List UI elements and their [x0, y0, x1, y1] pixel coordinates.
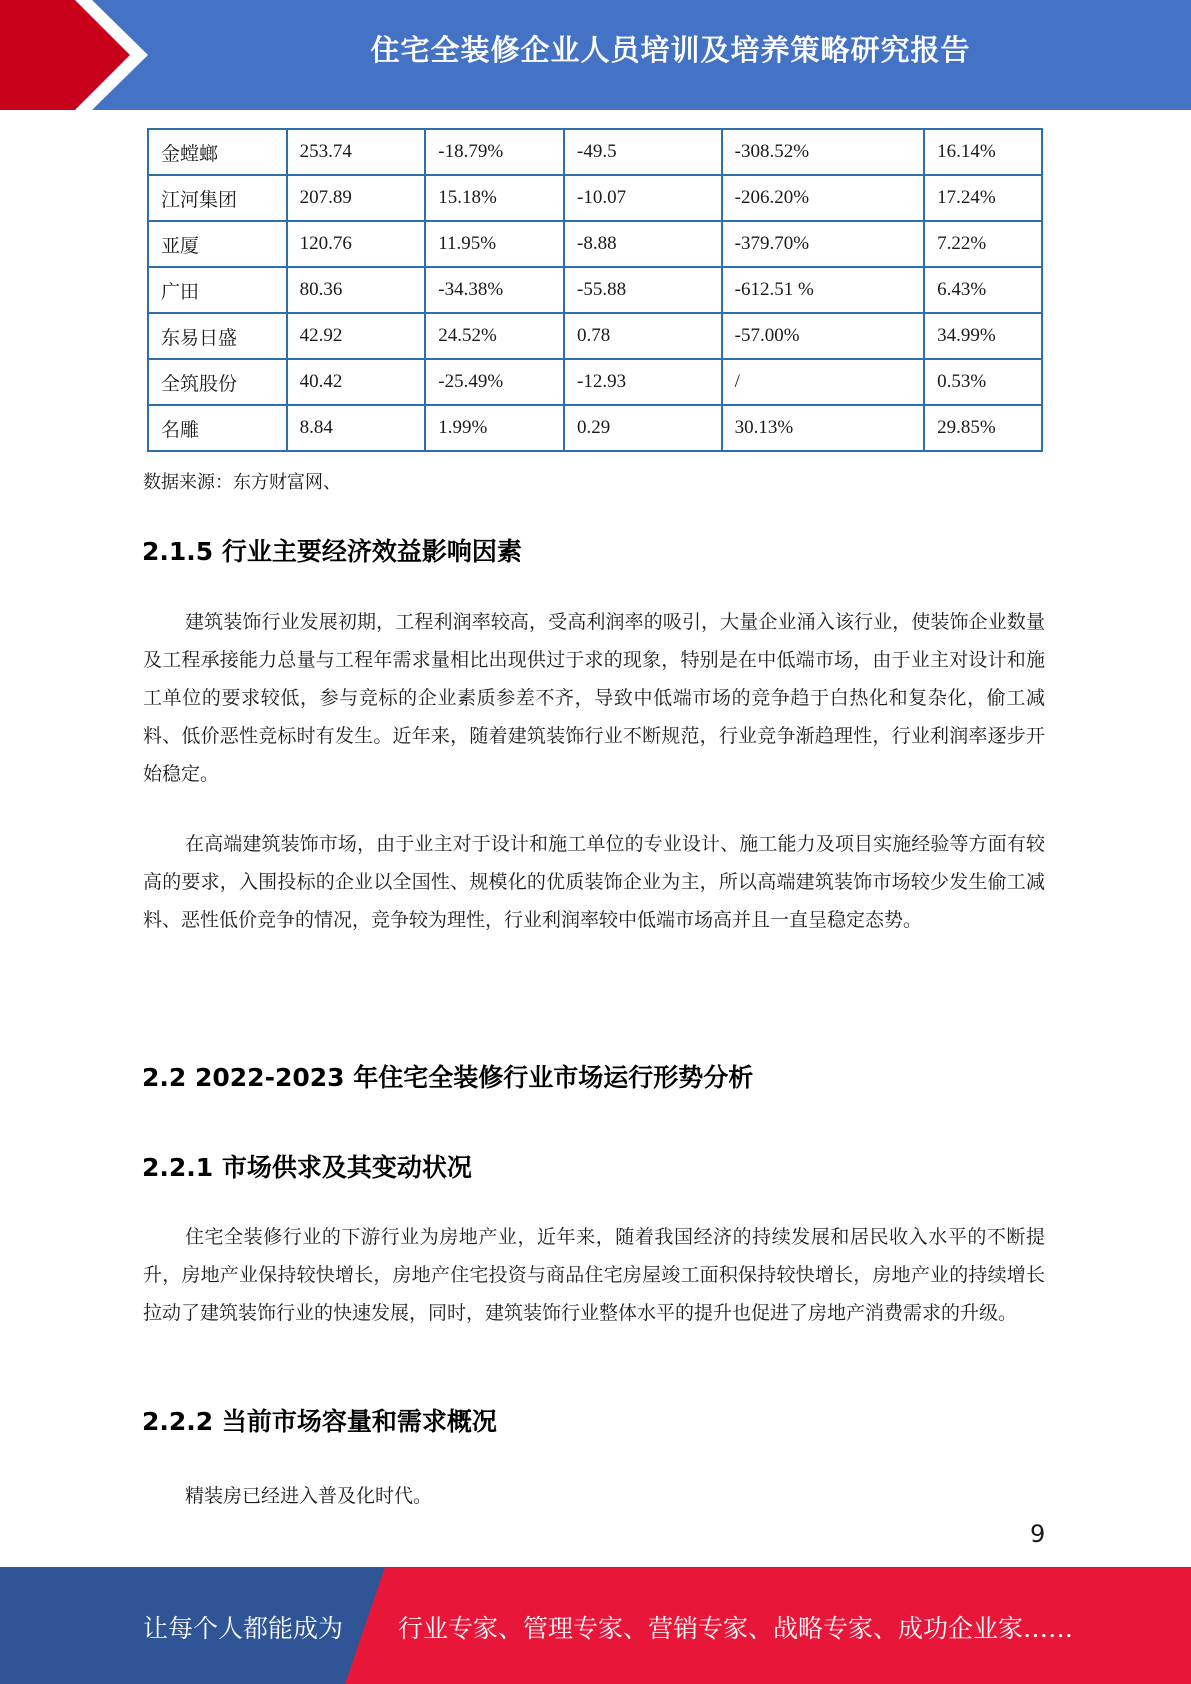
table-cell: 24.52% — [425, 313, 564, 359]
table-cell: 30.13% — [722, 405, 925, 451]
paragraph: 建筑装饰行业发展初期，工程利润率较高，受高利润率的吸引，大量企业涌入该行业，使装饰企业数量及工程承接能力总量与工程年需求量相比出现供过于求的现象，特别是在中低端市场，由于业主对设计和施工单位的要求较低，参与竞标的企业素质参差不齐，导致中低端市场的竞争趋于白热化和复杂化，偷工减料、低价恶性竞标时有发生。近年来，随着建筑装饰行业不断规范，行业竞争渐趋理性，行业利润率逐步开始稳定。 — [143, 611, 1045, 785]
table-cell: 8.84 — [287, 405, 426, 451]
table-cell: 40.42 — [287, 359, 426, 405]
table-row — [148, 405, 1042, 451]
table-cell: 1.99% — [425, 405, 564, 451]
table-cell: -12.93 — [564, 359, 722, 405]
table-row — [148, 175, 1042, 221]
table-cell: 42.92 — [287, 313, 426, 359]
table-cell: -10.07 — [564, 175, 722, 221]
table-row — [148, 267, 1042, 313]
table-cell: 29.85% — [924, 405, 1042, 451]
table-cell: -25.49% — [425, 359, 564, 405]
table-cell: 34.99% — [924, 313, 1042, 359]
section-heading-2-2-2: 2.2.2 当前市场容量和需求概况 — [142, 1407, 497, 1436]
table-cell: -206.20% — [722, 175, 925, 221]
page-footer — [0, 1567, 1191, 1684]
table-cell: -308.52% — [722, 129, 925, 175]
table-cell: 11.95% — [425, 221, 564, 267]
table-row — [148, 313, 1042, 359]
table-cell: -49.5 — [564, 129, 722, 175]
table-cell: -18.79% — [425, 129, 564, 175]
table-cell: 广田 — [148, 267, 287, 313]
table-cell: -34.38% — [425, 267, 564, 313]
footer-slogan-right: 行业专家、管理专家、营销专家、战略专家、成功企业家…… — [398, 1614, 1074, 1643]
table-cell: 253.74 — [287, 129, 426, 175]
table-cell: 亚厦 — [148, 221, 287, 267]
table-cell: 0.78 — [564, 313, 722, 359]
table-cell: -612.51 % — [722, 267, 925, 313]
table-source-note: 数据来源：东方财富网、 — [143, 472, 341, 493]
table-cell: 6.43% — [924, 267, 1042, 313]
section-heading-2-2: 2.2 2022-2023 年住宅全装修行业市场运行形势分析 — [142, 1063, 754, 1092]
table-cell: 120.76 — [287, 221, 426, 267]
table-cell: 名雕 — [148, 405, 287, 451]
table-cell: 207.89 — [287, 175, 426, 221]
table-cell: / — [722, 359, 925, 405]
table-cell: 东易日盛 — [148, 313, 287, 359]
header-arrow-decoration — [0, 0, 160, 110]
table-cell: 0.29 — [564, 405, 722, 451]
table-cell: 0.53% — [924, 359, 1042, 405]
company-financial-table — [147, 128, 1043, 452]
table-cell: 金螳螂 — [148, 129, 287, 175]
table-row — [148, 359, 1042, 405]
table-cell: -55.88 — [564, 267, 722, 313]
section-heading-2-1-5: 2.1.5 行业主要经济效益影响因素 — [142, 537, 522, 566]
table-cell: 江河集团 — [148, 175, 287, 221]
table-cell: 7.22% — [924, 221, 1042, 267]
table-cell: 17.24% — [924, 175, 1042, 221]
table-cell: -57.00% — [722, 313, 925, 359]
page-number: 9 — [1030, 1520, 1046, 1548]
section-heading-2-2-1: 2.2.1 市场供求及其变动状况 — [142, 1153, 472, 1182]
table-cell: 16.14% — [924, 129, 1042, 175]
table-row — [148, 221, 1042, 267]
table-cell: 80.36 — [287, 267, 426, 313]
page-header — [0, 0, 1191, 110]
table-cell: 15.18% — [425, 175, 564, 221]
footer-slogan-left: 让每个人都能成为 — [143, 1614, 344, 1643]
paragraph: 在高端建筑装饰市场，由于业主对于设计和施工单位的专业设计、施工能力及项目实施经验等方面有较高的要求，入围投标的企业以全国性、规模化的优质装饰企业为主，所以高端建筑装饰市场较少发生偷工减料、恶性低价竞争的情况，竞争较为理性，行业利润率较中低端市场高并且一直呈稳定态势。 — [143, 833, 1045, 931]
table-cell: -8.88 — [564, 221, 722, 267]
paragraph: 住宅全装修行业的下游行业为房地产业，近年来，随着我国经济的持续发展和居民收入水平的不断提升，房地产业保持较快增长，房地产住宅投资与商品住宅房屋竣工面积保持较快增长，房地产业的持续增长拉动了建筑装饰行业的快速发展，同时，建筑装饰行业整体水平的提升也促进了房地产消费需求的升级。 — [143, 1226, 1045, 1324]
paragraph: 精装房已经进入普及化时代。 — [185, 1485, 433, 1507]
report-title: 住宅全装修企业人员培训及培养策略研究报告 — [370, 33, 971, 67]
table-row — [148, 129, 1042, 175]
table-cell: -379.70% — [722, 221, 925, 267]
table-cell: 全筑股份 — [148, 359, 287, 405]
